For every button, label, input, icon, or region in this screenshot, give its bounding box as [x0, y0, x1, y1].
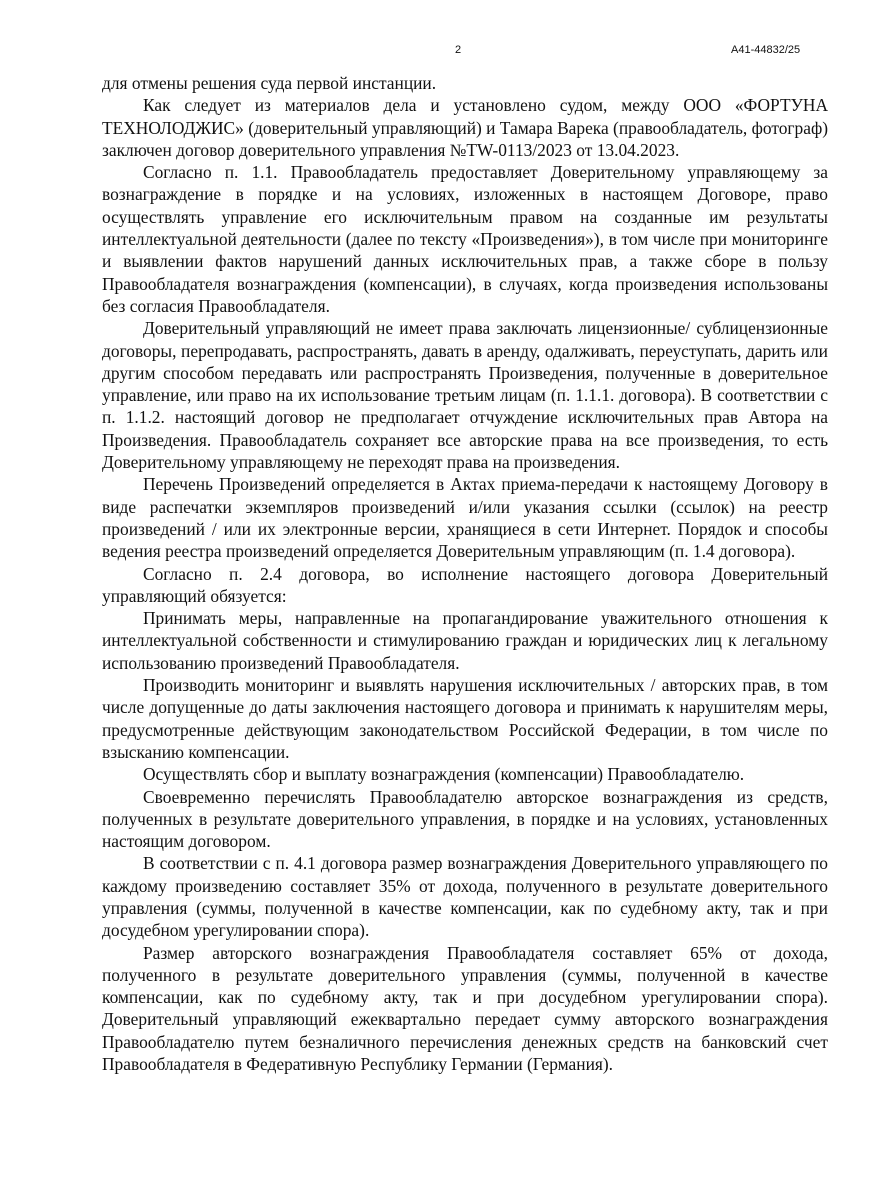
- paragraph: Своевременно перечислять Правообладателю авторское вознаграждения из средств, полученных в результате доверительного управления, в порядке и на условиях, установленных настоящим договором.: [102, 786, 828, 852]
- paragraph: Согласно п. 2.4 договора, во исполнение настоящего договора Доверительный управляющий обязуется:: [102, 563, 828, 606]
- case-number: А41-44832/25: [731, 44, 801, 56]
- paragraph: Размер авторского вознаграждения Правообладателя составляет 65% от дохода, полученного в результате доверительного управления (суммы, полученной в качестве компенсации, как по судебному акту, так и при досудебном урегулировании спора). Доверительный управляющий ежеквартально передает сумму авторского вознаграждения Правообладателю путем безналичного перечисления денежных средств на банковский счет Правообладателя в Федеративную Республику Германии (Германия).: [102, 942, 828, 1075]
- paragraph: для отмены решения суда первой инстанции.: [102, 73, 437, 93]
- paragraph: Как следует из материалов дела и установлено судом, между ООО «ФОРТУНА ТЕХНОЛОДЖИС» (доверительный управляющий) и Тамара Варека (правообладатель, фотограф) заключен договор доверительного управления №TW-0113/2023 от 13.04.2023.: [102, 95, 829, 160]
- page-number: 2: [455, 44, 462, 56]
- paragraph: Согласно п. 1.1. Правообладатель предоставляет Доверительному управляющему за вознаграждение в порядке и на условиях, изложенных в настоящем Договоре, право осуществлять управление его исключительным правом на созданные им результаты интеллектуальной деятельности (далее по тексту «Произведения»), в том числе при мониторинге и выявлении фактов нарушений данных исключительных прав, а также сборе в пользу Правообладателя вознаграждения (компенсации), в случаях, когда произведения использованы без согласия Правообладателя.: [102, 162, 828, 316]
- paragraph: Производить мониторинг и выявлять нарушения исключительных / авторских прав, в том числе допущенные до даты заключения настоящего договора и принимать к нарушителям меры, предусмотренные действующим законодательством Российской Федерации, в том числе по взысканию компенсации.: [102, 675, 828, 762]
- paragraph: Доверительный управляющий не имеет права заключать лицензионные/ сублицензионные договоры, перепродавать, распространять, давать в аренду, одалживать, переуступать, дарить или другим способом передавать или распространять Произведения, полученные в доверительное управление, или право на их использование третьим лицам (п. 1.1.1. договора). В соответствии с п. 1.1.2. настоящий договор не предполагает отчуждение исключительных прав Автора на Произведения. Правообладатель сохраняет все авторские права на все произведения, то есть Доверительному управляющему не переходят права на произведения.: [102, 318, 828, 473]
- paragraph: В соответствии с п. 4.1 договора размер вознаграждения Доверительного управляющего по каждому произведению составляет 35% от дохода, полученного в результате доверительного управления (суммы, полученной в качестве компенсации, как по судебному акту, так и при досудебном урегулировании спора).: [102, 853, 828, 941]
- document-body: [102, 72, 828, 1075]
- paragraph: Принимать меры, направленные на пропагандирование уважительного отношения к интеллектуальной собственности и стимулированию граждан и юридических лиц к легальному использованию произведений Правообладателя.: [102, 608, 828, 673]
- paragraph: Осуществлять сбор и выплату вознаграждения (компенсации) Правообладателю.: [143, 764, 745, 785]
- paragraph: Перечень Произведений определяется в Актах приема-передачи к настоящему Договору в виде распечатки экземпляров произведений и/или указания ссылки (ссылок) на реестр произведений / или их электронные версии, хранящиеся в сети Интернет. Порядок и способы ведения реестра произведений определяется Доверительным управляющим (п. 1.4 договора).: [102, 474, 828, 562]
